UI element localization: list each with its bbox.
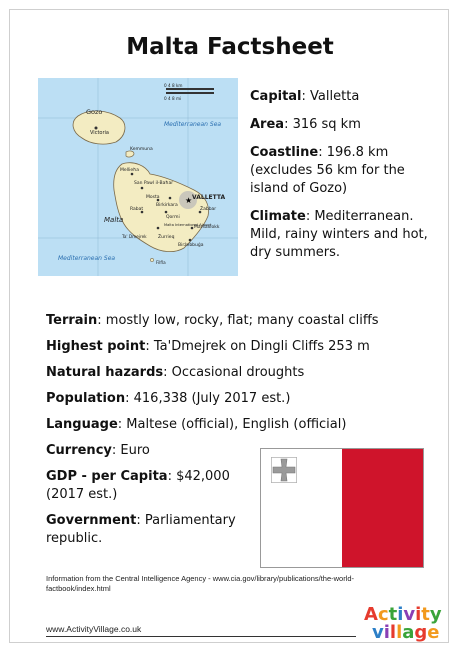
source-note: Information from the Central Intelligence Agency - www.cia.gov/library/publications/the-world-factbook/index.html (46, 574, 355, 593)
fact-label: Climate (250, 209, 306, 224)
page-title: Malta Factsheet (126, 34, 334, 60)
logo-letter: i (415, 604, 422, 625)
map-scale-km: 0 4 8 km (164, 83, 183, 88)
fact-coastline: Coastline: 196.8 km (excludes 56 km for the island of Gozo) (250, 145, 405, 196)
fact-value: Maltese (official), English (official) (126, 417, 347, 432)
fact-label: GDP - per Capita (46, 469, 168, 484)
fact-label: Natural hazards (46, 365, 164, 380)
fact-value: Parliamentary republic. (46, 513, 236, 546)
map-scale (164, 83, 214, 101)
map-label-qormi: Qormi (166, 215, 180, 220)
map-label-mellieha: Mellieħa (120, 168, 140, 173)
fact-value: Mediterranean. Mild, rainy winters and hot, dry summers. (250, 209, 428, 260)
logo-letter: c (377, 604, 389, 625)
logo-letter: t (388, 604, 398, 625)
fact-value: $42,000 (2017 est.) (46, 469, 230, 502)
map-label-zurrieq: Żurrieq (158, 235, 175, 240)
fact-terrain: Terrain: mostly low, rocky, flat; many coastal cliffs (46, 313, 379, 328)
logo-word-village (372, 622, 440, 643)
logo-letter: t (421, 604, 430, 625)
filfla-islet (150, 258, 153, 261)
map-label-mosta: Mosta (146, 195, 160, 200)
map-scale-mi: 0 4 8 mi (164, 96, 182, 101)
fact-population: Population: 416,338 (July 2017 est.) (46, 391, 291, 406)
fact-value: Euro (120, 443, 150, 458)
flag-red-half (342, 449, 423, 567)
fact-climate: Climate: Mediterranean. Mild, rainy winters and hot, dry summers. (250, 209, 428, 260)
logo-letter: a (402, 622, 415, 643)
fact-capital: Capital: Valletta (250, 89, 360, 104)
map-label-airport: Malta International Airport (164, 223, 212, 227)
logo-letter: v (403, 604, 416, 625)
fact-value: 416,338 (July 2017 est.) (133, 391, 291, 406)
facts-right (250, 88, 438, 272)
malta-map (38, 78, 238, 276)
george-cross-icon (271, 457, 297, 483)
fact-value: Occasional droughts (171, 365, 305, 380)
logo-letter: y (429, 604, 442, 625)
map-label-sea-ne: Mediterranean Sea (164, 121, 222, 128)
map-label-birkirkara: Birkirkara (156, 203, 178, 208)
malta-flag (260, 448, 424, 568)
capital-star-icon: ★ (185, 196, 193, 205)
logo-letter: l (389, 622, 397, 643)
map-label-malta: Malta (104, 216, 124, 224)
map-label-valletta: VALLETTA (192, 194, 226, 201)
map-label-sea-sw: Mediterranean Sea (58, 255, 116, 262)
logo-letter: i (397, 604, 404, 625)
logo-letter: l (396, 622, 403, 643)
fact-currency: Currency: Euro (46, 443, 150, 458)
map-label-comino: Kemmuna (130, 147, 153, 152)
map-label-victoria: Victoria (90, 130, 109, 136)
map-label-gozo: Gozo (86, 108, 103, 116)
logo-letter: A (364, 604, 378, 625)
logo-letter: e (427, 622, 440, 643)
fact-label: Population (46, 391, 126, 406)
logo-letter: i (383, 622, 390, 643)
map-label-filfla: Filfla (156, 260, 166, 265)
footer-url[interactable]: www.ActivityVillage.co.uk (46, 624, 142, 634)
fact-value: Valletta (310, 89, 360, 104)
fact-value: Ta'Dmejrek on Dingli Cliffs 253 m (153, 339, 370, 354)
fact-value: 196.8 km (excludes 56 km for the island of Gozo) (250, 145, 405, 196)
fact-label: Capital (250, 89, 302, 104)
fact-value: 316 sq km (292, 117, 361, 132)
map-label-tadmejrek: Ta' Dmejrek (122, 234, 147, 239)
flag-white-half (261, 449, 342, 567)
fact-government: Government: Parliamentary republic. (46, 513, 236, 546)
fact-label: Area (250, 117, 285, 132)
fact-value: mostly low, rocky, flat; many coastal cliffs (105, 313, 379, 328)
fact-area: Area: 316 sq km (250, 117, 361, 132)
map-label-st-pauls: San Pawl il-Baħar (134, 181, 174, 186)
fact-gdp: GDP - per Capita: $42,000 (2017 est.) (46, 469, 230, 502)
fact-label: Terrain (46, 313, 98, 328)
activity-village-logo (364, 604, 444, 644)
fact-label: Coastline (250, 145, 319, 160)
logo-letter: g (414, 622, 428, 643)
fact-label: Highest point (46, 339, 146, 354)
fact-label: Government (46, 513, 137, 528)
map-label-marsaxlokk: Marsaxlokk (194, 225, 220, 230)
fact-language: Language: Maltese (official), English (official) (46, 417, 347, 432)
footer-divider (46, 636, 356, 637)
fact-natural-hazards: Natural hazards: Occasional droughts (46, 365, 305, 380)
fact-label: Currency (46, 443, 112, 458)
logo-letter: v (372, 622, 384, 643)
fact-label: Language (46, 417, 118, 432)
fact-highest-point: Highest point: Ta'Dmejrek on Dingli Cliffs 253 m (46, 339, 370, 354)
map-label-birzebbuga: Birżebbuġa (178, 243, 204, 248)
map-label-rabat: Rabat (130, 207, 144, 212)
map-label-zabbar: Żabbar (200, 207, 217, 212)
